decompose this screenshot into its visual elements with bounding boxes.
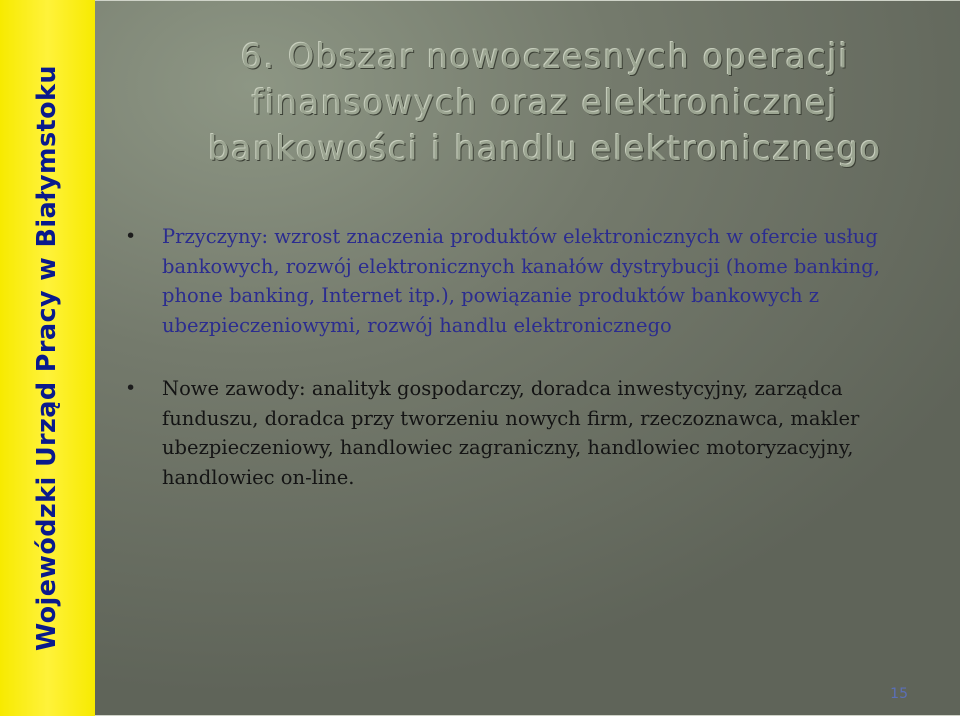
slide: [95, 0, 960, 716]
bullet-text-reasons: Przyczyny: wzrost znaczenia produktów elektronicznych w ofercie usług bankowych, rozwój elektronicznych kanałów dystrybucji (home banking, phone banking, Internet itp.), powiązanie produktów bankowych z ubezpieczeniowymi, rozwój handlu elektronicznego: [162, 225, 880, 337]
banner-text: Wojewódzki Urząd Pracy w Białymstoku: [32, 65, 62, 651]
bullet-list: [125, 222, 915, 492]
bullet-marker: •: [125, 377, 137, 399]
bullet-item-reasons: [125, 222, 915, 340]
bullet-item-new-professions: [125, 374, 915, 492]
slide-number: 15: [890, 686, 908, 702]
bullet-marker: •: [125, 225, 137, 247]
slide-title: 6. Obszar nowoczesnych operacji finansowych oraz elektronicznej bankowości i handlu elektronicznego: [208, 37, 882, 168]
side-banner: [0, 0, 95, 716]
bullet-text-new-professions: Nowe zawody: analityk gospodarczy, doradca inwestycyjny, zarządca funduszu, doradca przy tworzeniu nowych firm, rzeczoznawca, makler ubezpieczeniowy, handlowiec zagraniczny, handlowiec motoryzacyjny, handlowiec on-line.: [162, 377, 860, 489]
